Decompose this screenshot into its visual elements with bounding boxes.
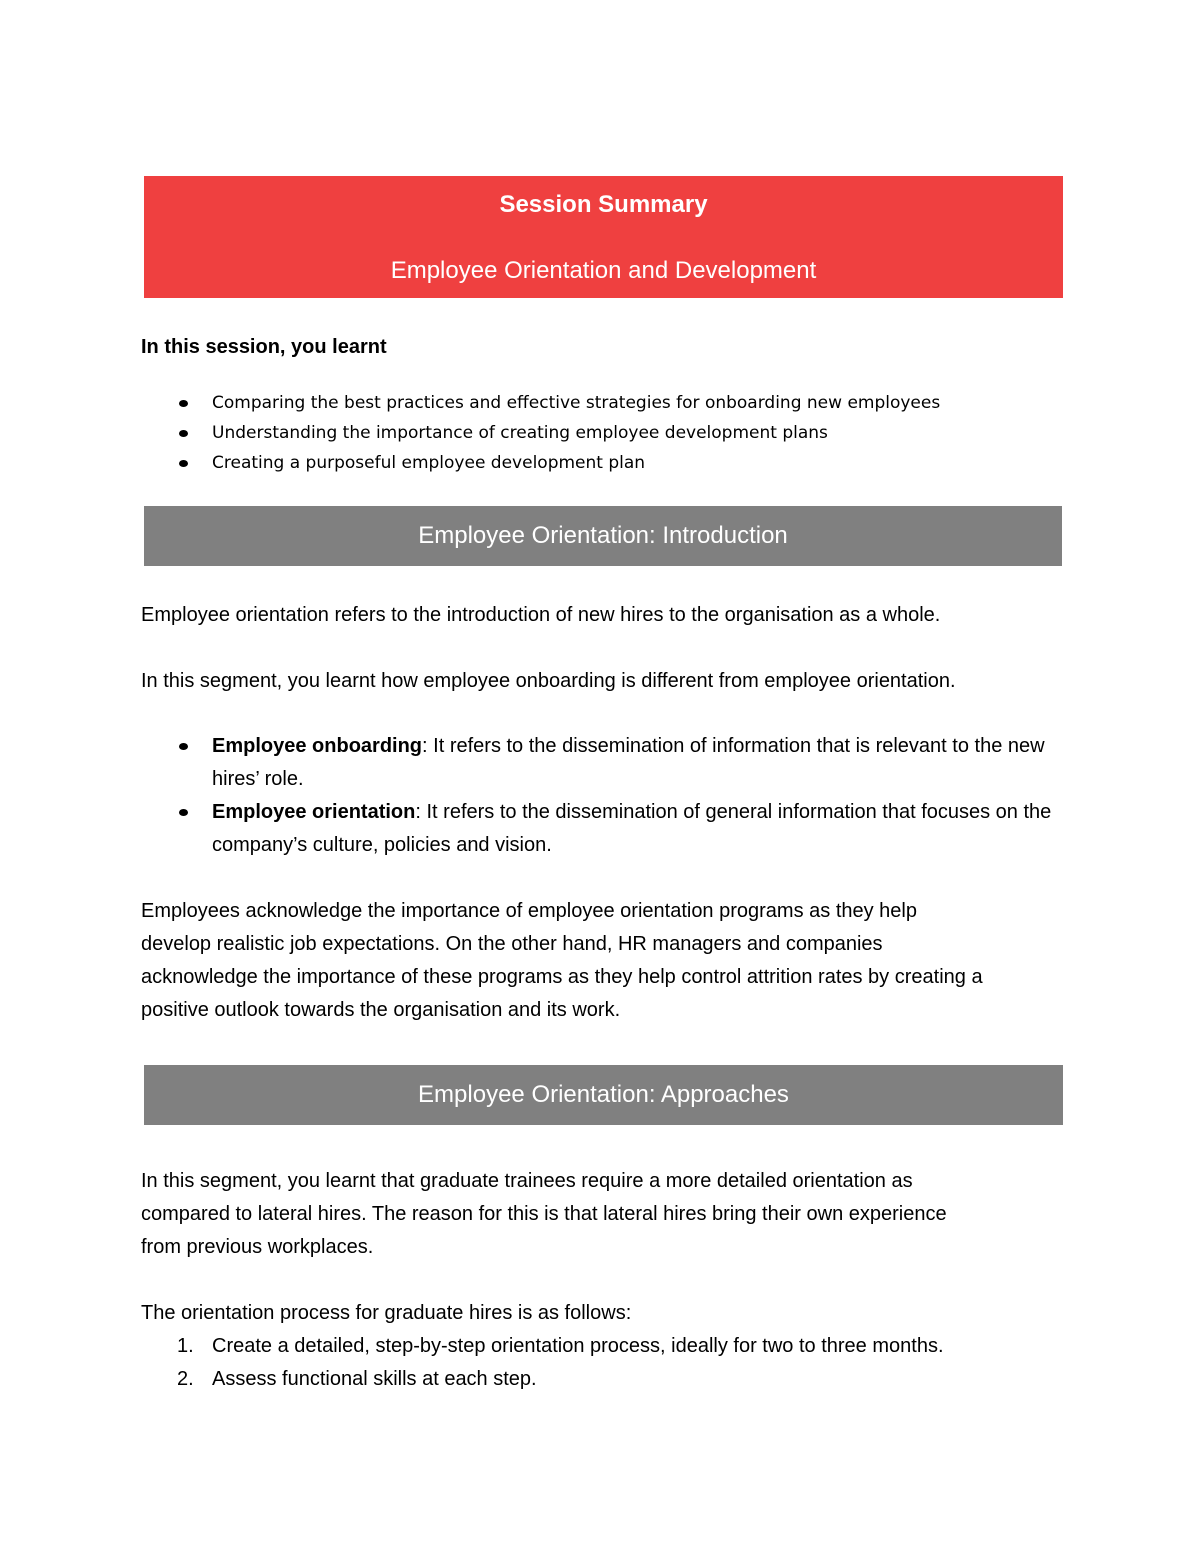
list-item-text: Comparing the best practices and effective strategies for onboarding new employees: [212, 393, 941, 413]
list-item: [141, 1330, 1072, 1363]
bullet-icon: [179, 400, 188, 407]
bullet-icon: [179, 809, 188, 816]
session-summary-title: Session Summary: [499, 191, 708, 218]
list-item: [141, 730, 1072, 796]
section-heading-approaches: Employee Orientation: Approaches: [144, 1065, 1063, 1125]
paragraph-line: Employees acknowledge the importance of employee orientation programs as they help: [141, 900, 917, 922]
definition-term: Employee orientation: [212, 801, 416, 823]
paragraph-line: positive outlook towards the organisation and its work.: [141, 999, 621, 1021]
definition-text: : It refers to the dissemination of general information that focuses on the company’s culture, policies and vision.: [212, 801, 1052, 856]
list-item-text: Creating a purposeful employee development plan: [212, 453, 646, 473]
section-heading-introduction: Employee Orientation: Introduction: [144, 506, 1062, 566]
paragraph-line: compared to lateral hires. The reason for this is that lateral hires bring their own experience: [141, 1203, 947, 1225]
list-item: [141, 388, 940, 418]
paragraph-line: In this segment, you learnt that graduate trainees require a more detailed orientation as: [141, 1170, 913, 1192]
session-summary-subtitle: Employee Orientation and Development: [390, 257, 817, 284]
bullet-icon: [179, 430, 188, 437]
session-summary-banner: [144, 176, 1063, 298]
list-item-text: Understanding the importance of creating employee development plans: [212, 423, 828, 443]
steps-list: [141, 1330, 1072, 1396]
step-text: Create a detailed, step-by-step orientation process, ideally for two to three months.: [212, 1335, 944, 1357]
list-item: [141, 448, 940, 478]
list-item: [141, 418, 940, 448]
paragraph: Employee orientation refers to the introduction of new hires to the organisation as a whole.: [141, 604, 941, 626]
intro-list: [141, 388, 940, 478]
paragraph-line: from previous workplaces.: [141, 1236, 374, 1258]
bullet-icon: [179, 743, 188, 750]
definition-list: [141, 730, 1072, 862]
paragraph-line: acknowledge the importance of these programs as they help control attrition rates by creating a: [141, 966, 983, 988]
list-item: [141, 1363, 1072, 1396]
paragraph-line: develop realistic job expectations. On the other hand, HR managers and companies: [141, 933, 883, 955]
paragraph: In this segment, you learnt how employee onboarding is different from employee orientation.: [141, 670, 956, 692]
paragraph: The orientation process for graduate hires is as follows:: [141, 1302, 632, 1324]
step-number: 2.: [177, 1368, 194, 1390]
bullet-icon: [179, 460, 188, 467]
list-item: [141, 796, 1072, 862]
definition-text: : It refers to the dissemination of information that is relevant to the new hires’ role.: [212, 735, 1045, 790]
intro-heading: In this session, you learnt: [141, 336, 387, 358]
step-number: 1.: [177, 1335, 194, 1357]
step-text: Assess functional skills at each step.: [212, 1368, 537, 1390]
definition-term: Employee onboarding: [212, 735, 423, 757]
